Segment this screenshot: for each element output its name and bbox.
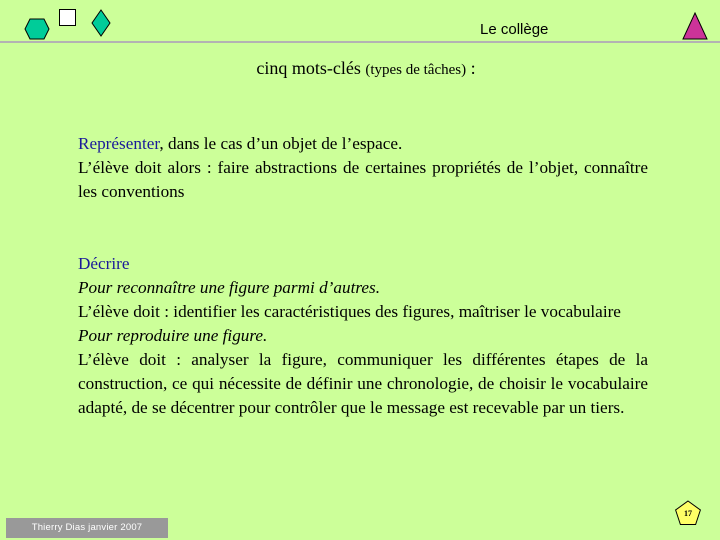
footer-author: Thierry Dias janvier 2007 [6,518,168,538]
representer-line1 [78,132,648,156]
decrire-text2: L’élève doit : analyser la figure, communiquer les différentes étapes de la construction, ce qui nécessite de définir une chronologie, de choisir le vocabulaire adapté, de se décentrer pour contrôler que le message est recevable par un tiers. [78,350,648,417]
page-number: 17 [684,509,692,518]
decrire-text1: L’élève doit : identifier les caractéristiques des figures, maîtriser le vocabulaire [78,302,621,321]
triangle-icon[interactable] [682,12,708,40]
slide-title [0,58,720,79]
decrire-sub2: Pour reproduire une figure. [78,326,268,345]
square-icon[interactable] [59,9,77,27]
title-colon: : [466,58,476,78]
keyword-decrire: Décrire [78,254,130,273]
keyword-representer: Représenter [78,134,160,153]
representer-line2: L’élève doit alors : faire abstractions de certaines propriétés de l’objet, connaître les conventions [78,158,648,201]
header-divider [0,41,720,43]
decrire-sub1: Pour reconnaître une figure parmi d’autres. [78,278,381,297]
header-label: Le collège [480,21,549,38]
slide-body [78,132,648,420]
hexagon-icon[interactable] [24,18,50,40]
representer-line1-rest: , dans le cas d’un objet de l’espace. [159,134,403,153]
rhombus-icon[interactable] [91,9,111,37]
title-main: cinq mots-clés [256,58,361,78]
title-parenthetical: (types de tâches) [365,62,467,78]
